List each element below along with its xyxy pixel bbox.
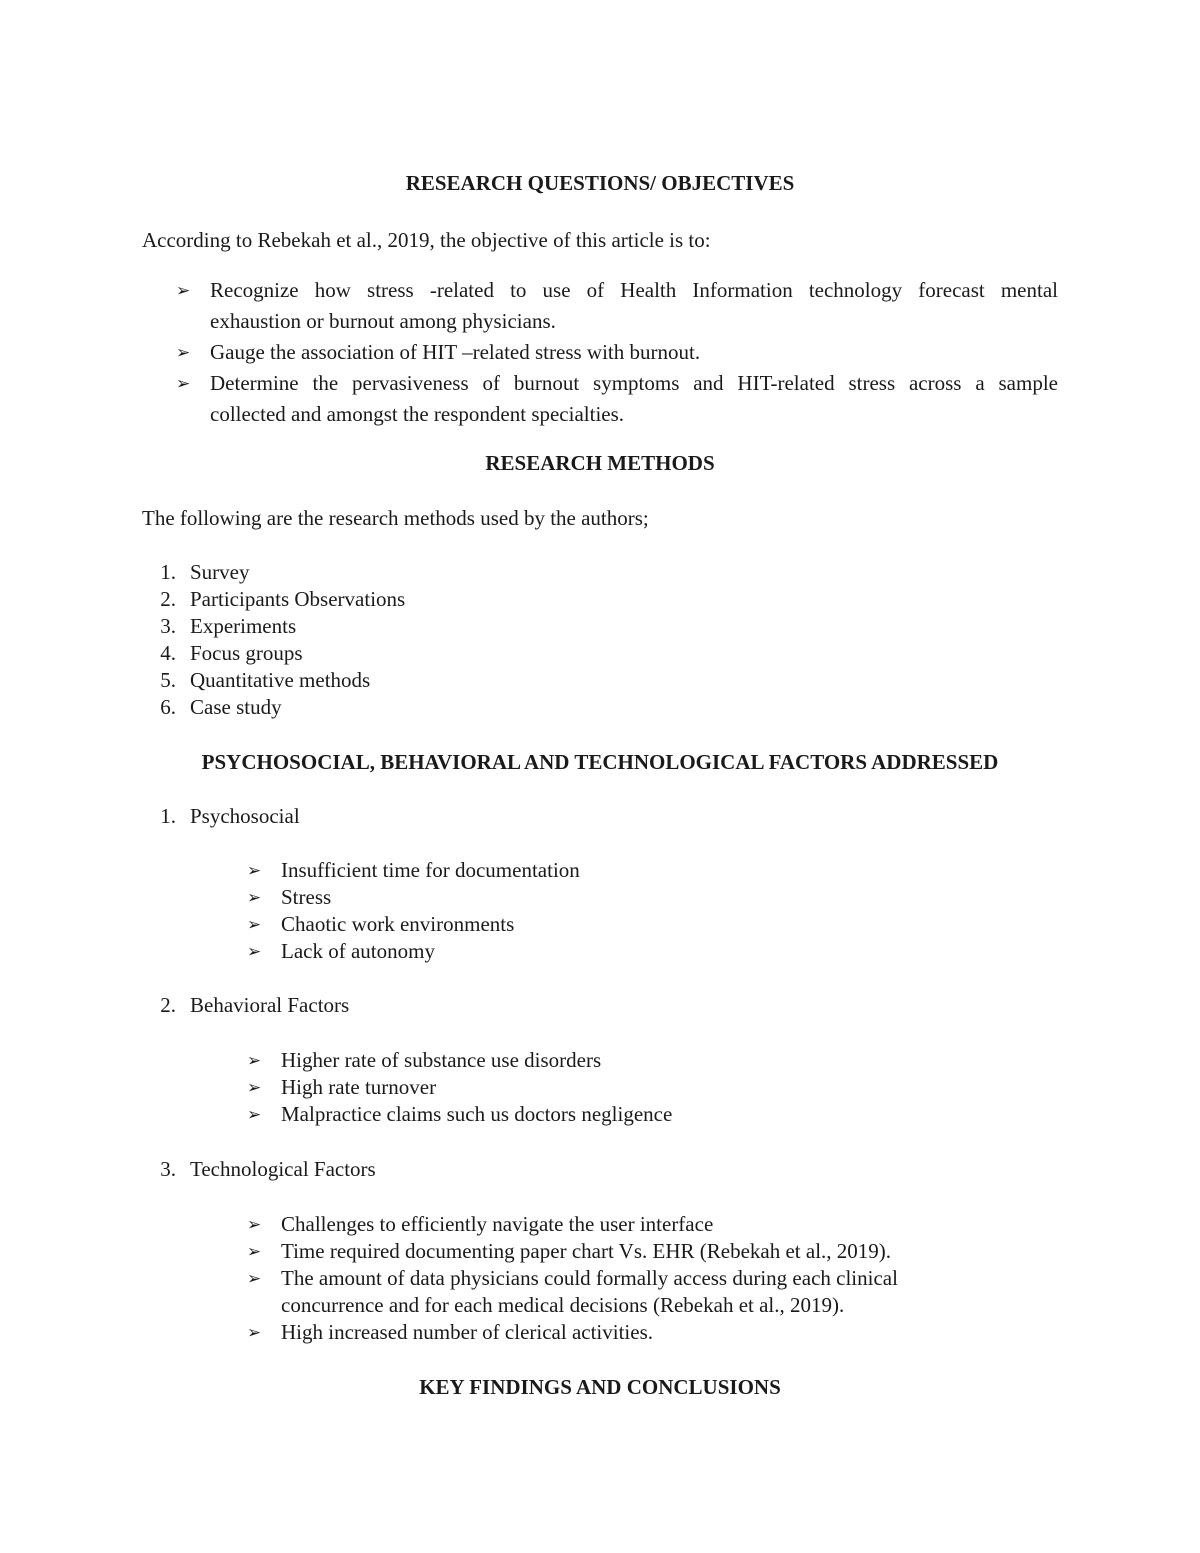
method-item-number: 6. <box>160 695 176 719</box>
method-item-number: 5. <box>160 668 176 692</box>
method-item-number: 2. <box>160 587 176 611</box>
factor-group-label: Behavioral Factors <box>190 993 350 1017</box>
factor-list-item-text: Lack of autonomy <box>281 939 435 963</box>
methods-heading: RESEARCH METHODS <box>485 451 715 475</box>
method-item-number: 3. <box>160 614 176 638</box>
arrowhead-bullet-icon: ➢ <box>247 1323 262 1342</box>
arrowhead-bullet-icon: ➢ <box>247 1105 262 1124</box>
factor-group-number: 2. <box>160 993 176 1017</box>
factor-list-item-text: concurrence and for each medical decisions (Rebekah et al., 2019). <box>281 1293 845 1317</box>
arrowhead-bullet-icon: ➢ <box>247 915 262 934</box>
method-item-label: Participants Observations <box>190 587 406 611</box>
objective-bullet-2-line-1: Gauge the association of HIT –related stress with burnout. <box>210 340 701 364</box>
findings-heading: KEY FINDINGS AND CONCLUSIONS <box>419 1375 781 1399</box>
arrowhead-bullet-icon: ➢ <box>247 942 262 961</box>
arrowhead-bullet-icon: ➢ <box>247 1078 262 1097</box>
factor-list-item-text: Chaotic work environments <box>281 912 515 936</box>
factors-heading: PSYCHOSOCIAL, BEHAVIORAL AND TECHNOLOGICAL FACTORS ADDRESSED <box>201 750 999 774</box>
objective-bullet-1-line-1: Recognize how stress -related to use of Health Information technology forecast mental <box>210 278 1058 302</box>
factor-group-number: 3. <box>160 1157 176 1181</box>
factor-list-item-text: The amount of data physicians could formally access during each clinical <box>281 1266 898 1290</box>
factor-group-number: 1. <box>160 804 176 828</box>
method-item-label: Quantitative methods <box>190 668 371 692</box>
method-item-number: 1. <box>160 560 176 584</box>
factor-list-item-text: Challenges to efficiently navigate the user interface <box>281 1212 714 1236</box>
method-item-label: Experiments <box>190 614 297 638</box>
arrowhead-bullet-icon: ➢ <box>247 1242 262 1261</box>
factor-list-item-text: High rate turnover <box>281 1075 437 1099</box>
arrowhead-bullet-icon: ➢ <box>176 374 191 393</box>
method-item-label: Case study <box>190 695 282 719</box>
arrowhead-bullet-icon: ➢ <box>176 281 191 300</box>
arrowhead-bullet-icon: ➢ <box>176 343 191 362</box>
factor-list-item-text: High increased number of clerical activities. <box>281 1320 654 1344</box>
factor-group-label: Psychosocial <box>190 804 300 828</box>
objectives-intro: According to Rebekah et al., 2019, the objective of this article is to: <box>142 228 711 252</box>
methods-intro: The following are the research methods used by the authors; <box>142 506 649 530</box>
arrowhead-bullet-icon: ➢ <box>247 861 262 880</box>
objective-bullet-3-line-2: collected and amongst the respondent specialties. <box>210 402 625 426</box>
objective-bullet-1-line-2: exhaustion or burnout among physicians. <box>210 309 556 333</box>
factor-list-item-text: Time required documenting paper chart Vs. EHR (Rebekah et al., 2019). <box>281 1239 892 1263</box>
factor-list-item-text: Higher rate of substance use disorders <box>281 1048 602 1072</box>
method-item-label: Focus groups <box>190 641 303 665</box>
factor-list-item-text: Stress <box>281 885 332 909</box>
method-item-number: 4. <box>160 641 176 665</box>
factor-group-label: Technological Factors <box>190 1157 376 1181</box>
arrowhead-bullet-icon: ➢ <box>247 1215 262 1234</box>
arrowhead-bullet-icon: ➢ <box>247 1269 262 1288</box>
objective-bullet-3-line-1: Determine the pervasiveness of burnout symptoms and HIT-related stress across a sample <box>210 371 1058 395</box>
arrowhead-bullet-icon: ➢ <box>247 888 262 907</box>
factor-list-item-text: Insufficient time for documentation <box>281 858 580 882</box>
factor-list-item-text: Malpractice claims such us doctors negligence <box>281 1102 673 1126</box>
method-item-label: Survey <box>190 560 250 584</box>
objectives-heading: RESEARCH QUESTIONS/ OBJECTIVES <box>405 171 795 195</box>
arrowhead-bullet-icon: ➢ <box>247 1051 262 1070</box>
